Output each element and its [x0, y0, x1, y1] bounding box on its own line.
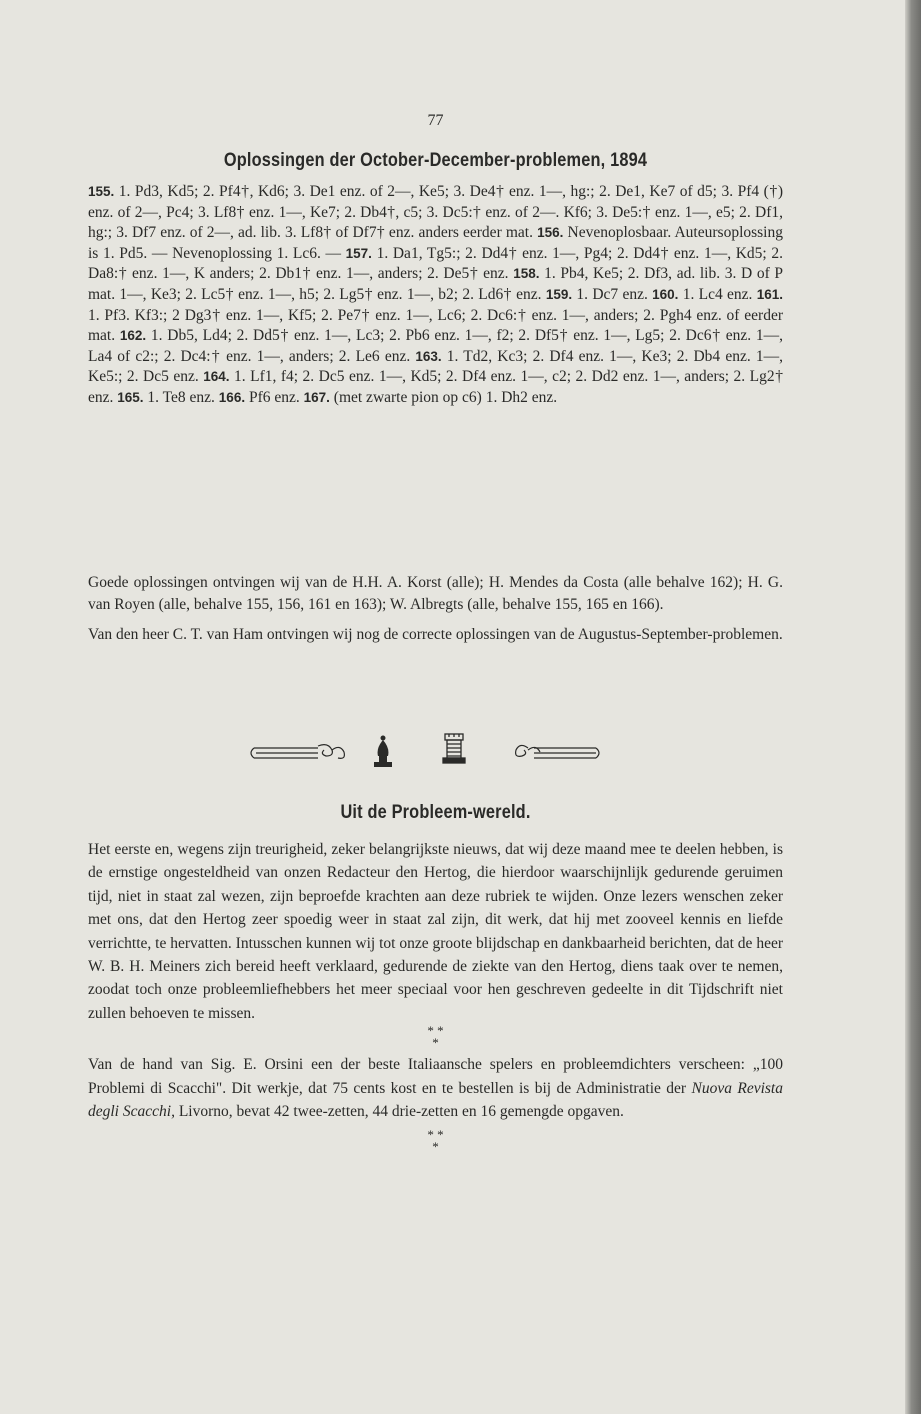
ornament-svg [88, 728, 783, 778]
news-paragraph: Het eerste en, wegens zijn treurigheid, zeker belangrijkste nieuws, dat wij deze maand mee te deelen hebben, is de ernstige ongesteldheid van onzen Redacteur den Hertog, die hierdoor waarschijnlijk gedurende geruimen tijd, niet in staat zal wezen, zijn beproefde krachten aan deze rubriek te wijden. Onze lezers wenschen zeker met ons, dat den Hertog zeer spoedig weer in staat zal zijn, dit werk, dat hij met zooveel kennis en liefde verrichtte, te hervatten. Intusschen kunnen wij tot onze groote blijdschap en dankbaarheid berichten, dat de heer W. B. H. Meiners zich bereid heeft verklaard, gedurende de ziekte van den Hertog, diens taak over te nemen, zoodat toch onze probleemliefhebbers het meer speciaal voor hen geschreven gedeelte in dit Tijdschrift niet zullen behoeven te missen. [88, 841, 783, 1022]
solutions-heading: Oplossingen der October-December-problemen, 1894 [223, 150, 648, 171]
solvers-paragraph: Goede oplossingen ontvingen wij van de H.H. A. Korst (alle); H. Mendes da Costa (alle behalve 162); H. G. van Royen (alle, behalve 155, 156, 161 en 163); W. Albregts (alle, behalve 155, 165 en 166). [88, 574, 783, 613]
solution-text: 1. Lc4 enz. [678, 285, 757, 303]
solvers-block [88, 572, 783, 646]
solution-text: 1. Lf1, f4; 2. Dc5 enz. 1—, Kd5; 2. Df4 enz. 1—, c2; 2. Dd2 enz. 1—, anders; 2. Lg2† enz. [88, 368, 783, 406]
solution-text: 1. Pf3. Kf3:; 2 Dg3† enz. 1—, Kf5; 2. Pe7† enz. 1—, Lc6; 2. Dc6:† enz. 1—, anders; 2. Pgh4 enz. of eerder mat. [88, 306, 783, 345]
bishop-icon [374, 736, 392, 768]
solution-text: 1. Te8 enz. [143, 388, 219, 406]
problem-number: 164. [203, 369, 230, 385]
problem-number: 159. [545, 286, 573, 302]
problem-number: 156. [537, 225, 564, 241]
problem-number: 157. [345, 245, 372, 261]
late-solutions-paragraph: Van den heer C. T. van Ham ontvingen wij nog de correcte oplossingen van de Augustus-September-problemen. [88, 626, 783, 643]
solution-text: 1. Pd3, Kd5; 2. Pf4†, Kd6; 3. De1 enz. of 2—, Ke5; 3. De4† enz. 1—, hg:; 2. De1, Ke7 of d5; 3. Pf4 (†) enz. of 2—, Pc4; 3. Lf8† enz. 1—, Ke7; 2. Db4†, c5; 3. Dc5:† enz. of 2—. Kf6; 3. De5:† enz. 1—, e5; 2. Df1, hg:; 3. Df7 enz. of 2—, ad. lib. 3. Lf8† of Df7† enz. anders eerder mat. [88, 183, 783, 242]
problem-world-heading: Uit de Probleem-wereld. [340, 802, 531, 823]
solution-text: Nevenoplosbaar. Auteursoplossing is 1. Pd5. — Nevenoplossing 1. Lc6. — [88, 224, 783, 262]
problem-number: 167. [303, 389, 330, 405]
problem-number: 158. [513, 266, 540, 282]
solutions-text [88, 182, 783, 409]
separator-stars-top: * * * [427, 1023, 444, 1051]
problem-number: 165. [117, 389, 144, 405]
chess-ornament [88, 728, 783, 778]
solution-text: 1. Db5, Ld4; 2. Dd5† enz. 1—, Lc3; 2. Pb6 enz. 1—, f2; 2. Df5† enz. 1—, Lg5; 2. Dc6† enz. 1—, La4 of c2:; 2. Dc4:† enz. 1—, anders; 2. Le6 enz. [88, 327, 783, 365]
problem-number: 166. [218, 389, 246, 405]
problem-number: 155. [88, 184, 115, 199]
solution-text: 1. Td2, Kc3; 2. Df4 enz. 1—, Ke3; 2. Db4 enz. 1—, Ke5:; 2. Dc5 enz. [88, 347, 784, 386]
problem-world-text [88, 838, 783, 1153]
problem-number: 163. [415, 348, 442, 364]
page-number: 77 [427, 112, 444, 129]
problem-number: 160. [652, 286, 679, 302]
section-title-solutions [88, 150, 783, 172]
problem-number: 162. [119, 328, 147, 344]
separator-stars-bottom: * * * [427, 1127, 444, 1155]
solution-text: Pf6 enz. [245, 388, 304, 406]
solution-text: 1. Dc7 enz. [572, 285, 653, 303]
page-edge-shadow [905, 0, 921, 1414]
solution-text: (met zwarte pion op c6) 1. Dh2 enz. [329, 388, 558, 406]
solution-text: 1. Pb4, Ke5; 2. Df3, ad. lib. 3. D of P mat. 1—, Ke3; 2. Lc5† enz. 1—, h5; 2. Lg5† enz. 1—, b2; 2. Ld6† enz. [88, 265, 783, 303]
problem-number: 161. [756, 286, 783, 302]
rook-icon [443, 734, 465, 763]
flourish-icon-right [516, 745, 599, 758]
journal-title: Nuova Revista degli Scacchi, [88, 1079, 783, 1121]
orsini-paragraph: Van de hand van Sig. E. Orsini een der beste Italiaansche spelers en probleemdichters verscheen: „100 Problemi di Scacchi". Dit werkje, dat 75 cents kost en te bestellen is bij de Administratie der Nuova Revista degli Scacchi, Livorno, bevat 42 twee-zetten, 44 drie-zetten en 16 gemengde opgaven. [88, 1056, 783, 1121]
flourish-icon [251, 745, 344, 759]
section-title-problem-world [88, 802, 783, 824]
solution-text: 1. Da1, Tg5:; 2. Dd4† enz. 1—, Pg4; 2. Dd4† enz. 1—, Kd5; 2. Da8:† enz. 1—, K anders; 2. Db1† enz. 1—, anders; 2. De5† enz. [88, 244, 783, 283]
